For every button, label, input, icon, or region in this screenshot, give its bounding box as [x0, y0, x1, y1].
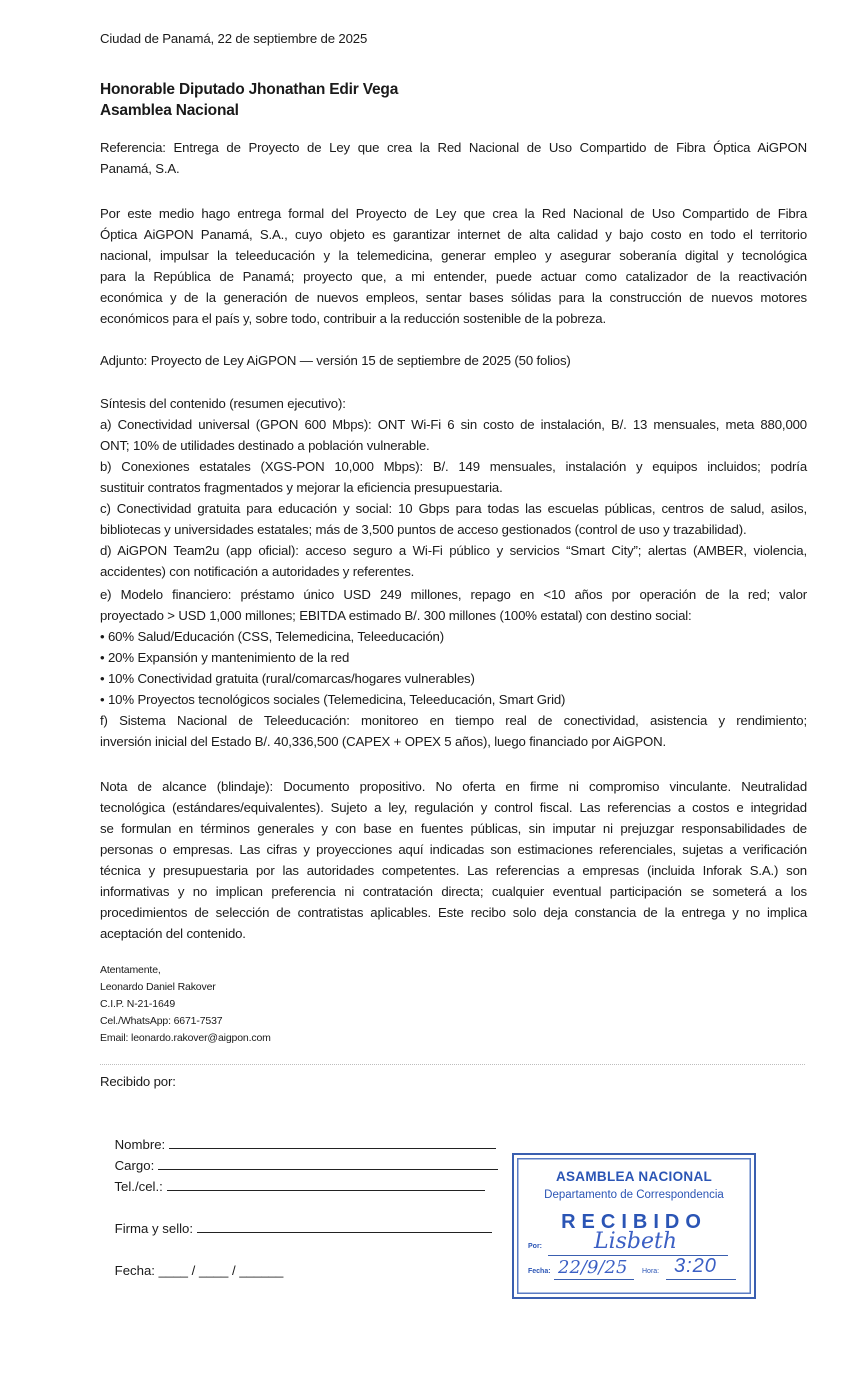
summary-line: c) Conectividad gratuita para educación y social: 10 Gbps para todas las escuelas públicas, centros de salud, asilos,: [100, 501, 807, 516]
sender-name: Leonardo Daniel Rakover: [100, 981, 216, 993]
stamp-by-signature: Lisbeth: [594, 1229, 678, 1254]
scope-line: informativas y no implican preferencia ni contratación directa; cualquier eventual participación se someterá a los: [100, 884, 807, 899]
summary-line: proyectado > USD 1,000 millones; EBITDA estimado B/. 300 millones (100% estatal) con destino social:: [100, 608, 692, 623]
stamp-date-value: 22/9/25: [558, 1257, 628, 1278]
summary-item-d: [100, 540, 807, 582]
scope-line: técnica y presupuestaria por las autoridades competentes. Las referencias a empresas (incluida Inforak S.A.) son: [100, 863, 807, 878]
summary-item-e: [100, 584, 807, 626]
body-paragraph: [100, 203, 807, 329]
body-line: económicos para el país y, sobre todo, contribuir a la reducción sostenible de la pobreza.: [100, 311, 606, 326]
scope-note: [100, 776, 807, 944]
date-field[interactable]: [100, 1241, 283, 1301]
bullet-list: [100, 626, 565, 710]
place-date: Ciudad de Panamá, 22 de septiembre de 2025: [100, 31, 368, 46]
summary-line: f) Sistema Nacional de Teleeducación: monitoreo en tiempo real de conectividad, asistencia y rendimiento;: [100, 713, 807, 728]
summary-item-c: [100, 498, 807, 540]
name-label: Nombre:: [114, 1137, 166, 1152]
stamp-time-line: [666, 1279, 736, 1280]
phone-label: Tel./cel.:: [114, 1179, 163, 1194]
signature-label: Firma y sello:: [114, 1221, 194, 1236]
scope-line: tecnológica (estándares/equivalentes). Sujeto a ley, regulación y control fiscal. Las referencias a costos e integridad: [100, 800, 807, 815]
receipt-heading: Recibido por:: [100, 1074, 176, 1089]
summary-line: a) Conectividad universal (GPON 600 Mbps): ONT Wi-Fi 6 sin costo de instalación, B/. 13 mensuales, meta 880,000: [100, 417, 807, 432]
sender-id: C.I.P. N-21-1649: [100, 998, 176, 1010]
stamp-date-label: Fecha:: [528, 1268, 551, 1275]
summary-line: b) Conexiones estatales (XGS-PON 10,000 Mbps): B/. 149 mensuales, instalación y equipos incluidos; podría: [100, 459, 807, 474]
summary-item-f: [100, 710, 807, 752]
body-line: Por este medio hago entrega formal del Proyecto de Ley que crea la Red Nacional de Uso Compartido de Fibra: [100, 206, 807, 221]
stamp-status: RECIBIDO: [561, 1211, 707, 1233]
date-blank[interactable]: ____ / ____ / ______: [158, 1263, 284, 1278]
sender-email: Email: leonardo.rakover@aigpon.com: [100, 1032, 271, 1044]
scope-line: aceptación del contenido.: [100, 926, 246, 941]
body-line: para la República de Panamá; proyecto que, a mi entender, puede actuar como catalizador de la reactivación: [100, 269, 807, 284]
stamp-date-line: [554, 1279, 634, 1280]
summary-line: inversión inicial del Estado B/. 40,336,500 (CAPEX + OPEX 5 años), luego financiado por AiGPON.: [100, 734, 666, 749]
reference-line: Panamá, S.A.: [100, 161, 180, 176]
reference: [100, 137, 807, 179]
addressee-name: Honorable Diputado Jhonathan Edir Vega: [100, 81, 399, 98]
body-line: nacional, impulsar la teleeducación y la telemedicina, generar empleo y asegurar soberanía digital y tecnológica: [100, 248, 807, 263]
body-line: Óptica AiGPON Panamá, S.A., cuyo objeto es garantizar internet de alta calidad y bajo costo en todo el territorio: [100, 227, 807, 242]
scope-line: personas o empresas. Las cifras y proyecciones aquí indicadas son estimaciones referenciales, sujetas a verificación: [100, 842, 807, 857]
stamp-department: Departamento de Correspondencia: [544, 1189, 724, 1201]
sender-phone: Cel./WhatsApp: 6671-7537: [100, 1015, 223, 1027]
bullet-item: • 10% Proyectos tecnológicos sociales (Telemedicina, Teleeducación, Smart Grid): [100, 692, 566, 707]
stamp-institution: ASAMBLEA NACIONAL: [555, 1169, 713, 1184]
signature-blank[interactable]: [197, 1218, 492, 1233]
closing: Atentamente,: [100, 964, 161, 976]
bullet-item: • 20% Expansión y mantenimiento de la red: [100, 650, 350, 665]
date-label: Fecha:: [114, 1263, 155, 1278]
summary-line: accidentes) con notificación a autoridades y referentes.: [100, 564, 415, 579]
stamp-time-value: 3:20: [674, 1255, 717, 1277]
summary-line: d) AiGPON Team2u (app oficial): acceso seguro a Wi-Fi público y servicios “Smart City”; alertas (AMBER, violencia,: [100, 543, 807, 558]
summary-line: sustituir contratos fragmentados y mejorar la eficiencia presupuestaria.: [100, 480, 503, 495]
scope-line: Nota de alcance (blindaje): Documento propositivo. No oferta en firme ni compromiso vinculante. Neutralidad: [100, 779, 807, 794]
reference-line: Referencia: Entrega de Proyecto de Ley que crea la Red Nacional de Uso Compartido de Fibra Óptica AiGPON: [100, 140, 807, 155]
summary-item-b: [100, 456, 807, 498]
phone-blank[interactable]: [167, 1176, 485, 1191]
addressee-institution: Asamblea Nacional: [100, 102, 239, 119]
body-line: económica y de la generación de nuevos empleos, sentar bases sólidas para la construcción de nuevos motores: [100, 290, 807, 305]
summary-line: bibliotecas y universidades estatales; más de 3,500 puntos de acceso gestionados (control de uso y trazabilidad).: [100, 522, 747, 537]
bullet-item: • 10% Conectividad gratuita (rural/comarcas/hogares vulnerables): [100, 671, 475, 686]
stamp-by-label: Por:: [528, 1243, 542, 1250]
summary-heading: Síntesis del contenido (resumen ejecutivo):: [100, 396, 346, 411]
stamp-time-label: Hora:: [642, 1268, 660, 1275]
summary-line: e) Modelo financiero: préstamo único USD 249 millones, repago en <10 años por operación de la red; valor: [100, 587, 807, 602]
scope-line: se formulan en términos generales y con base en fuentes públicas, sin imputar ni prejuzgar responsabilidades de: [100, 821, 807, 836]
received-stamp: [512, 1153, 756, 1299]
position-label: Cargo:: [114, 1158, 155, 1173]
attachment: Adjunto: Proyecto de Ley AiGPON — versión 15 de septiembre de 2025 (50 folios): [100, 353, 571, 368]
scope-line: procedimientos de selección de contratistas aplicables. Este recibo solo deja constancia de la entrega y no implica: [100, 905, 807, 920]
summary-item-a: [100, 414, 807, 456]
summary-line: ONT; 10% de utilidades destinado a población vulnerable.: [100, 438, 430, 453]
signature-block: [100, 962, 271, 1047]
divider: [100, 1064, 805, 1065]
bullet-item: • 60% Salud/Educación (CSS, Telemedicina, Teleeducación): [100, 629, 444, 644]
